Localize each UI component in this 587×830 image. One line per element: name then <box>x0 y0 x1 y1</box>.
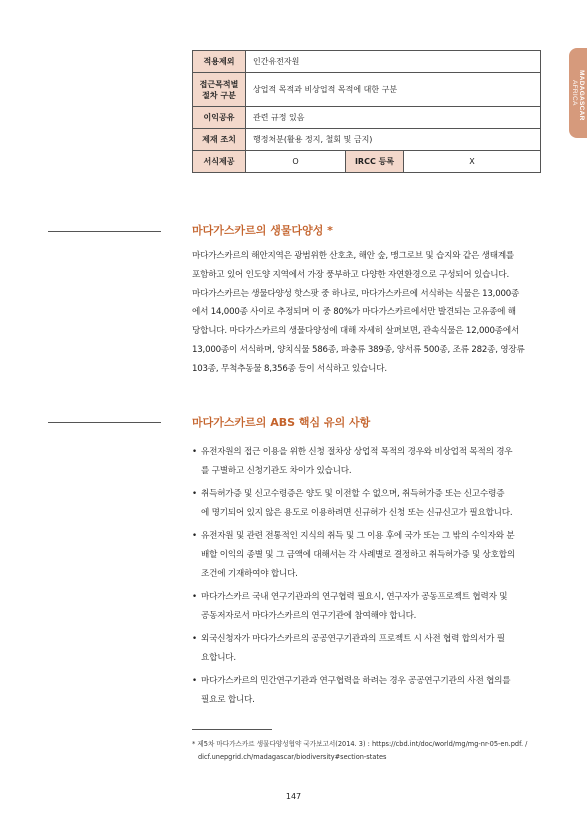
footnote-line: dicf.unepgrid.ch/madagascar/biodiversity#section-states <box>198 753 387 761</box>
table-value-cell: X <box>404 151 541 173</box>
list-item-line: • 취득허가증 및 신고수령증은 양도 및 이전할 수 없으며, 취득허가증 또는 신고수령증 <box>201 489 505 499</box>
side-tab <box>569 48 587 138</box>
list-item <box>192 485 544 523</box>
paragraph-line: 103종, 무척추동물 8,356종 등이 서식하고 있습니다. <box>192 363 387 374</box>
list-item <box>192 630 544 668</box>
footnote-divider <box>192 729 272 730</box>
paragraph-line: 마다가스카르의 해안지역은 광범위한 산호초, 해안 숲, 맹그로브 및 습지와 같은 생태계를 <box>192 251 515 261</box>
side-tab-region: AFRICA <box>571 80 578 106</box>
list-item-line: 배할 이익의 종별 및 그 금액에 대해서는 각 사례별로 결정하고 취득허가증 및 상호합의 <box>201 550 515 560</box>
table-header-cell <box>193 73 246 107</box>
table-header-cell: 이익공유 <box>193 107 246 129</box>
list-item <box>192 672 544 710</box>
section-divider <box>48 231 161 232</box>
table-header-cell: 제재 조치 <box>193 129 246 151</box>
section-divider <box>48 422 161 423</box>
abs-bullet-list <box>192 443 544 710</box>
footnote-line: * 제5차 마다가스카르 생물다양성협약 국가보고서(2014. 3) : https://cbd.int/doc/world/mg/mg-nr-05-en.pdf. / <box>192 740 528 748</box>
list-item-line: 조건에 기재하여야 합니다. <box>201 569 298 579</box>
table-header-cell: 적용제외 <box>193 51 246 73</box>
list-item <box>192 527 544 584</box>
list-item-line: • 유전자원의 접근 이용을 위한 신청 절차상 상업적 목적의 경우와 비상업적 목적의 경우 <box>201 447 513 457</box>
table-row <box>193 151 541 173</box>
list-item-line: 요합니다. <box>201 653 236 663</box>
table-row <box>193 51 541 73</box>
section-title-abs: 마다가스카르의 ABS 핵심 유의 사항 <box>192 416 371 429</box>
table-header-line: 절차 구분 <box>202 90 236 100</box>
abs-info-table <box>192 50 541 173</box>
table-row <box>193 129 541 151</box>
page-number: 147 <box>285 792 302 801</box>
paragraph-line: 13,000종이 서식하며, 양치식물 586종, 파충류 389종, 양서류 500종, 조류 282종, 영장류 <box>192 344 525 355</box>
footnote <box>192 738 547 764</box>
table-value-cell: 관련 규정 있음 <box>246 107 541 129</box>
list-item-line: 에 명기되어 있지 않은 용도로 이용하려면 신규허가 신청 또는 신규신고가 필요합니다. <box>201 508 513 518</box>
list-item <box>192 588 544 626</box>
paragraph-line: 에서 14,000종 사이로 추정되며 이 중 80%가 마다가스카르에서만 발견되는 고유종에 해 <box>192 307 516 318</box>
table-header-cell: 서식제공 <box>193 151 246 173</box>
table-row <box>193 73 541 107</box>
table-header-cell: IRCC 등록 <box>346 151 404 173</box>
paragraph-line: 당합니다. 마다가스카르의 생물다양성에 대해 자세히 살펴보면, 관속식물은 12,000종에서 <box>192 326 520 337</box>
list-item-line: • 유전자원 및 관련 전통적인 지식의 취득 및 그 이용 후에 국가 또는 그 밖의 수익자와 분 <box>201 531 515 541</box>
biodiversity-paragraph <box>192 247 542 379</box>
paragraph-line: 마다가스카르는 생물다양성 핫스팟 중 하나로, 마다가스카르에 서식하는 식물은 13,000종 <box>192 288 520 299</box>
list-item-line: 를 구별하고 신청기관도 차이가 있습니다. <box>201 466 352 476</box>
table-value-cell: 행정처분(활용 정지, 철회 및 금지) <box>246 129 541 151</box>
table-row <box>193 107 541 129</box>
list-item-line: • 마다가스카르의 민간연구기관과 연구협력을 하려는 경우 공공연구기관의 사전 협의를 <box>201 676 511 686</box>
list-item-line: • 마다가스카르 국내 연구기관과의 연구협력 필요시, 연구자가 공동프로젝트 협력자 및 <box>201 592 508 602</box>
list-item <box>192 443 544 481</box>
table-value-cell: 상업적 목적과 비상업적 목적에 대한 구분 <box>246 73 541 107</box>
table-value-cell: 인간유전자원 <box>246 51 541 73</box>
section-title-biodiversity: 마다가스카르의 생물다양성 * <box>192 224 333 237</box>
table-value-cell: O <box>246 151 346 173</box>
list-item-line: 필요로 합니다. <box>201 695 255 705</box>
paragraph-line: 포함하고 있어 인도양 지역에서 가장 풍부하고 다양한 자연환경으로 구성되어 있습니다. <box>192 269 509 280</box>
list-item-line: 공동저자로서 마다가스카르의 연구기관에 참여해야 합니다. <box>201 611 417 621</box>
table-header-line: 접근목적별 <box>199 79 239 89</box>
list-item-line: • 외국신청자가 마다가스카르의 공공연구기관과의 프로젝트 시 사전 협력 합의서가 필 <box>201 634 505 644</box>
side-tab-country: MADAGASCAR <box>578 69 585 121</box>
